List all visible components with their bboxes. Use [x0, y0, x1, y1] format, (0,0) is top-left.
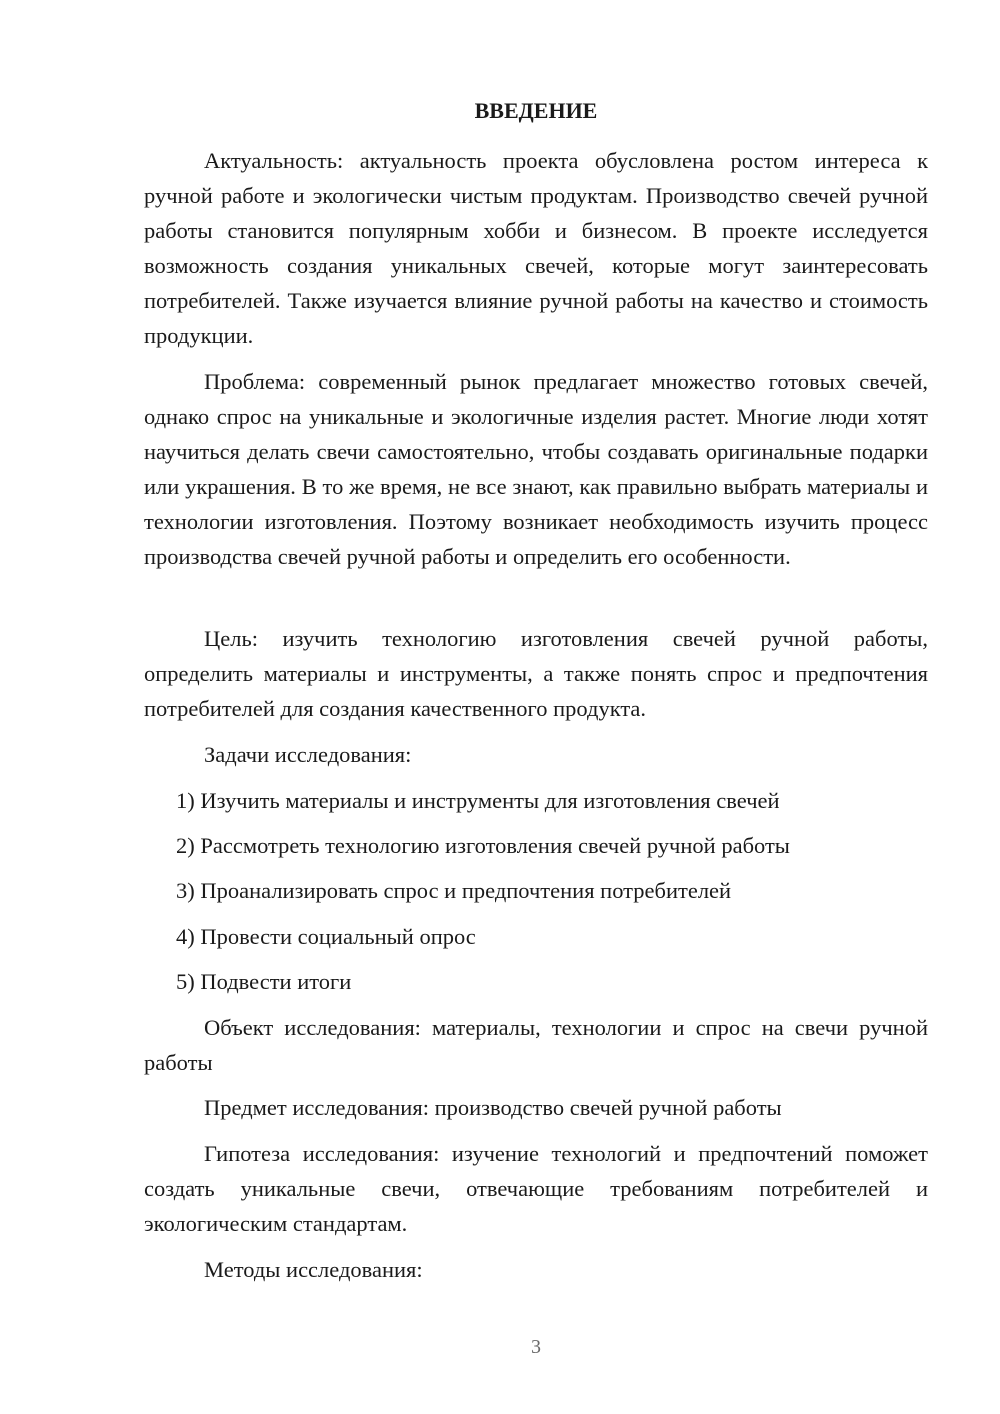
goal-paragraph: Цель: изучить технологию изготовления свечей ручной работы, определить материалы и инструменты, а также понять спрос и предпочтения потребителей для создания качественного продукта.: [144, 626, 928, 721]
page-title: ВВЕДЕНИЕ: [474, 98, 598, 123]
task-item-1: 1) Изучить материалы и инструменты для изготовления свечей: [176, 788, 780, 813]
hypothesis-paragraph: Гипотеза исследования: изучение технологий и предпочтений поможет создать уникальные свечи, отвечающие требованиям потребителей и экологическим стандартам.: [144, 1141, 928, 1236]
task-item-3: 3) Проанализировать спрос и предпочтения потребителей: [176, 878, 732, 903]
task-item-5: 5) Подвести итоги: [176, 969, 352, 994]
page-number: 3: [531, 1336, 541, 1358]
subject-paragraph: Предмет исследования: производство свечей ручной работы: [204, 1095, 782, 1120]
tasks-heading: Задачи исследования:: [204, 742, 412, 767]
methods-heading: Методы исследования:: [204, 1257, 423, 1282]
task-item-4: 4) Провести социальный опрос: [176, 924, 476, 949]
task-item-2: 2) Рассмотреть технологию изготовления свечей ручной работы: [176, 833, 790, 858]
problem-paragraph: Проблема: современный рынок предлагает множество готовых свечей, однако спрос на уникальные и экологичные изделия растет. Многие люди хотят научиться делать свечи самостоятельно, чтобы создавать оригинальные подарки или украшения. В то же время, не все знают, как правильно выбрать материалы и технологии изготовления. Поэтому возникает необходимость изучить процесс производства свечей ручной работы и определить его особенности.: [144, 369, 928, 569]
object-paragraph: Объект исследования: материалы, технологии и спрос на свечи ручной работы: [144, 1015, 928, 1075]
relevance-paragraph: Актуальность: актуальность проекта обусловлена ростом интереса к ручной работе и экологически чистым продуктам. Производство свечей ручной работы становится популярным хобби и бизнесом. В проекте исследуется возможность создания уникальных свечей, которые могут заинтересовать потребителей. Также изучается влияние ручной работы на качество и стоимость продукции.: [144, 148, 928, 348]
